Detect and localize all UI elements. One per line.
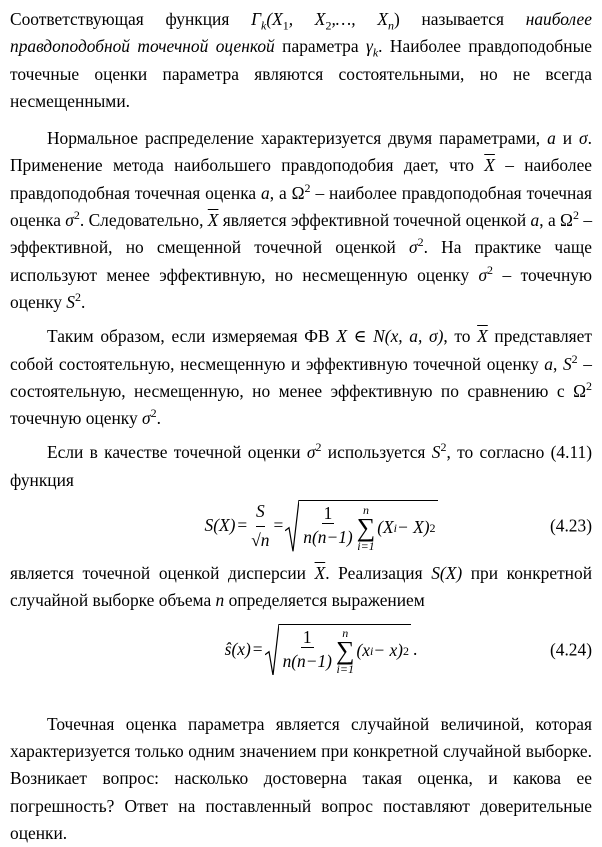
text: . Реализация xyxy=(325,563,432,584)
math: 2 xyxy=(440,440,447,455)
paragraph-4 xyxy=(10,439,592,494)
text: – наиболее правдоподобная точечная оценка xyxy=(10,155,593,203)
text: при конкретной случайной выборке объема xyxy=(10,563,592,611)
math: (X xyxy=(266,9,283,29)
sum: n ∑ i=1 xyxy=(335,626,355,677)
math: 2 xyxy=(572,208,579,223)
math: $\overline{X}$ xyxy=(207,210,219,231)
text: . На практике чаще используют менее эффективную, но несмещенную оценку xyxy=(10,237,592,285)
math: 2 xyxy=(150,406,157,421)
math: ,…, X xyxy=(331,9,388,29)
math: a xyxy=(547,128,556,149)
math: σ xyxy=(478,264,488,285)
text: , то согласно (4.11) функция xyxy=(10,442,593,490)
text: Если в качестве точечной оценки xyxy=(47,442,307,463)
sum: n ∑ i=1 xyxy=(356,502,376,553)
math: σ xyxy=(142,408,151,429)
math: σ xyxy=(306,442,316,463)
math: 2 xyxy=(315,440,322,455)
text: представляет собой состоятельную, несмещенную и эффективную точечной оценку xyxy=(10,326,593,374)
math: i=1 xyxy=(336,662,354,677)
paragraph-6: Точечная оценка параметра является случайной величиной, которая характеризуется только одним значением при конкретной случайной выборке. Возникает вопрос: насколько достоверна такая оценка, и какова ее погрешность? Ответ на поставленный вопрос поставляют доверительные оценки. xyxy=(10,713,592,843)
paragraph-1 xyxy=(10,6,592,115)
text: точечную оценку xyxy=(10,408,143,429)
text: . Наиболее правдоподобные точечные оценки параметра являются состоятельными, но не всегда несмещенными. xyxy=(10,36,592,111)
text: . xyxy=(80,291,86,312)
sqrt: $\frac{1}{n(n-1)}$ n ∑ i=1 (X i − X) 2 xyxy=(285,500,437,551)
text: Таким образом, если измеряемая ФВ xyxy=(47,326,337,347)
math: 1 xyxy=(302,626,312,647)
math: Ω xyxy=(291,182,305,203)
text: является точечной оценкой дисперсии xyxy=(10,563,315,584)
math: S xyxy=(431,442,441,463)
text: параметра xyxy=(274,36,366,57)
math: i=1 xyxy=(357,538,375,553)
math: k xyxy=(372,45,379,60)
text: , то xyxy=(443,326,478,347)
equation-number: (4.24) xyxy=(549,638,592,659)
math: 2 xyxy=(325,18,332,33)
math: S xyxy=(66,291,75,312)
math: n(n−1) xyxy=(303,527,353,548)
text: – наиболее правдоподобная точечная оценка xyxy=(10,182,592,231)
term: наиболее правдоподобной точечной оценкой xyxy=(10,9,592,57)
math: − X) xyxy=(397,516,430,537)
math: a xyxy=(530,210,540,231)
text: используется xyxy=(321,442,432,463)
equation-4-23 xyxy=(10,498,592,554)
text: . Применение метода наибольшего правдоподобия дает, что xyxy=(10,128,592,176)
text: . xyxy=(156,408,161,429)
math: n xyxy=(215,590,225,611)
math: ∈ xyxy=(346,326,374,347)
math: N xyxy=(373,326,385,347)
math: = xyxy=(252,638,263,659)
math: a xyxy=(261,182,270,203)
math: Γ xyxy=(251,9,261,29)
text: – точечную оценку xyxy=(10,264,592,312)
paragraph-5 xyxy=(10,560,592,615)
math: σ xyxy=(579,128,588,149)
math: 2 xyxy=(586,379,592,394)
math: 2 xyxy=(74,290,81,305)
text: и xyxy=(555,128,580,149)
math: (x, a, σ) xyxy=(384,326,444,347)
math: a xyxy=(544,353,553,374)
math: 2 xyxy=(571,351,578,366)
text: называется xyxy=(399,9,526,29)
fraction xyxy=(251,498,269,554)
text: Нормальное распределение характеризуется двумя параметрами, xyxy=(47,128,548,149)
math: $\overline{X}$ xyxy=(484,155,495,176)
text: , xyxy=(552,353,563,374)
math: S xyxy=(256,498,265,526)
equation-number: (4.23) xyxy=(549,515,592,536)
math: σ xyxy=(65,210,74,231)
math: 2 xyxy=(487,262,494,277)
math: n xyxy=(342,626,349,641)
text: Соответствующая функция xyxy=(10,9,252,29)
paragraph-3 xyxy=(10,323,592,432)
math: n xyxy=(387,18,394,33)
math: (X xyxy=(377,516,394,537)
math: √n xyxy=(251,529,270,550)
math: ) xyxy=(393,9,400,29)
text: , а xyxy=(539,210,561,231)
math: $\overline{X}$ xyxy=(314,563,326,584)
math: k xyxy=(260,18,267,33)
math: . xyxy=(412,638,418,659)
math: $\overline{X}$ xyxy=(477,326,488,347)
math: 2 xyxy=(417,235,424,250)
math: = xyxy=(273,515,284,536)
sqrt: $\frac{1}{n(n-1)}$ n ∑ i=1 (x i − x) 2 xyxy=(265,624,411,675)
math: 2 xyxy=(73,208,80,223)
text: – состоятельную, несмещенную, но менее эффективную по сравнению с xyxy=(10,353,592,401)
fraction xyxy=(283,627,332,675)
math: 1 xyxy=(323,503,333,524)
math: S(X) xyxy=(431,563,463,584)
math: n(n−1) xyxy=(282,650,332,671)
text: является эффективной точечной оценкой xyxy=(218,210,531,231)
fraction xyxy=(303,503,352,551)
text: – эффективной, но смещенной точечной оценкой xyxy=(10,210,593,258)
math: n xyxy=(362,502,369,517)
math: S xyxy=(562,353,572,374)
math: , X xyxy=(288,9,326,29)
math: − x) xyxy=(373,640,403,661)
math: Ω xyxy=(573,380,586,401)
math: (x xyxy=(356,640,371,661)
text: , а xyxy=(269,182,292,203)
math: X xyxy=(336,326,347,347)
text: определяется выражением xyxy=(224,590,425,611)
math: 2 xyxy=(304,180,311,195)
equation-4-24 xyxy=(10,619,592,681)
math: σ xyxy=(409,237,418,258)
math: S(X) xyxy=(204,515,236,536)
math: Ω xyxy=(560,210,573,231)
math: ŝ(x) xyxy=(224,638,251,659)
math: γ xyxy=(365,36,373,57)
text: . Следовательно, xyxy=(79,210,208,231)
math: = xyxy=(237,515,248,536)
paragraph-2 xyxy=(10,125,592,316)
math: 1 xyxy=(282,18,289,33)
